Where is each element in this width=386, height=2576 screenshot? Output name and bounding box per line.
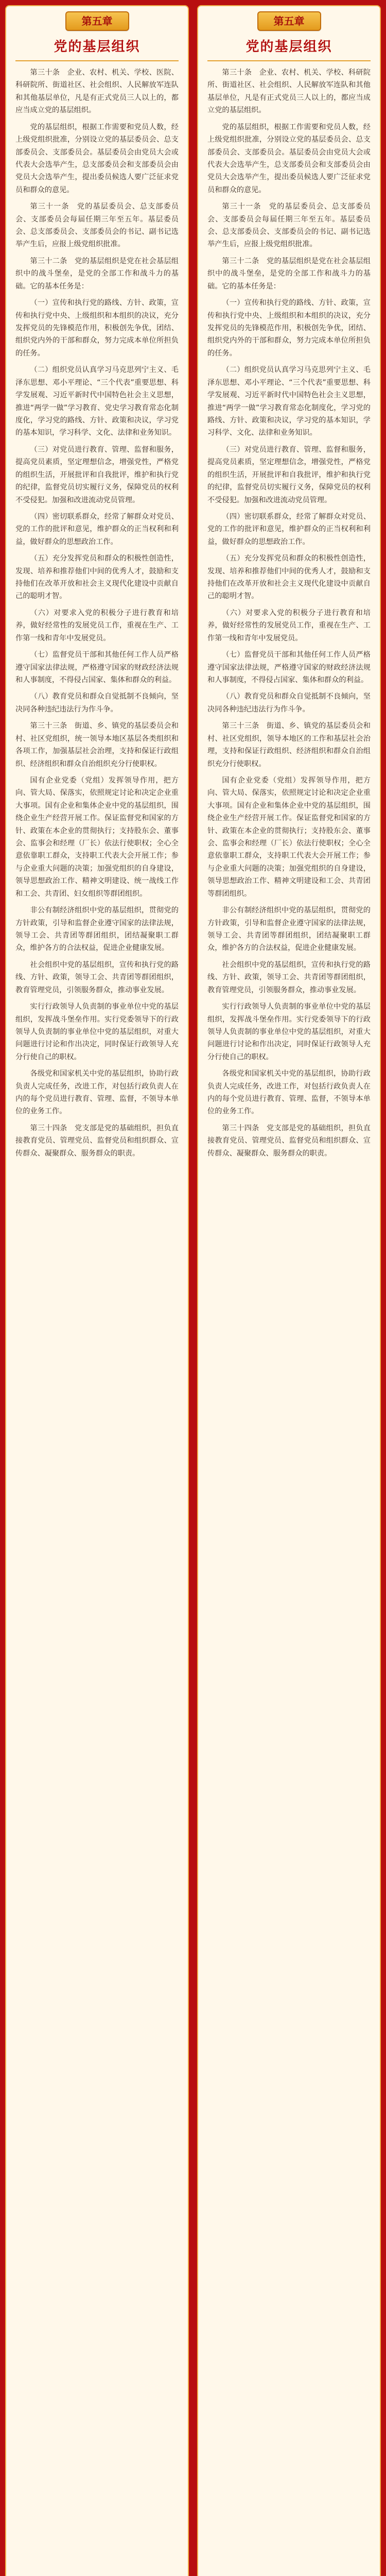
task-item-1: （一）宣传和执行党的路线、方针、政策，宣传和执行党中央、上级组织和本组织的决议，充分发挥党员的先锋模范作用，积极创先争优，团结、组织党内外的干部和群众，努力完成本单位所担负的任务。 (15, 299, 179, 358)
title-separator (15, 60, 179, 61)
task-item-4: （四）密切联系群众，经常了解群众对党员、党的工作的批评和意见，维护群众的正当权利和利益，做好群众的思想政治工作。 (15, 512, 179, 546)
paragraph: 社会组织中党的基层组织，宣传和执行党的路线、方针、政策，领导工会、共青团等群团组织，教育管理党员，引领服务群众，推动事业发展。 (207, 960, 371, 994)
paragraph: 国有企业党委（党组）发挥领导作用，把方向、管大局、保落实，依照规定讨论和决定企业重大事项。国有企业和集体企业中党的基层组织，围绕企业生产经营开展工作。保证监督党和国家的方针、政策在本企业的贯彻执行；支持股东会、董事会、监事会和经理（厂长）依法行使职权；全心全意依靠职工群众，支持职工代表大会开展工作；参与企业重大问题的决策；加强党组织的自身建设，领导思想政治工作、精神文明建设和工会、共青团等群团组织。 (207, 776, 371, 898)
task-item-2: （二）组织党员认真学习马克思列宁主义、毛泽东思想、邓小平理论、“三个代表”重要思想、科学发展观、习近平新时代中国特色社会主义思想，推进“两学一做”学习教育、党史学习教育常态化制度化，学习党的路线、方针、政策和决议，学习党的基本知识，学习科学、文化、法律和业务知识。 (15, 366, 179, 437)
paragraph: 非公有制经济组织中党的基层组织，贯彻党的方针政策，引导和监督企业遵守国家的法律法规，领导工会、共青团等群团组织，团结凝聚职工群众，维护各方的合法权益，促进企业健康发展。 (15, 906, 179, 953)
task-item-3: （三）对党员进行教育、管理、监督和服务，提高党员素质，坚定理想信念，增强党性，严格党的组织生活，开展批评和自我批评，维护和执行党的纪律，监督党员切实履行义务，保障党员的权利不受侵犯。加强和改进流动党员管理。 (15, 445, 179, 504)
task-item-8: （八）教育党员和群众自觉抵制不良倾向，坚决同各种违纪违法行为作斗争。 (15, 692, 179, 714)
chapter-banner: 第五章 (257, 11, 321, 31)
paragraph: 党的基层组织，根据工作需要和党员人数，经上级党组织批准，分别设立党的基层委员会、总支部委员会、支部委员会。基层委员会由党员大会或代表大会选举产生，总支部委员会和支部委员会由党员大会选举产生，提出委员候选人要广泛征求党员和群众的意见。 (15, 123, 179, 194)
article-31: 第三十一条 党的基层委员会、总支部委员会、支部委员会每届任期三年至五年。基层委员会、总支部委员会、支部委员会的书记、副书记选举产生后，应报上级党组织批准。 (15, 202, 179, 249)
left-column (5, 5, 189, 2576)
paragraph: 党的基层组织，根据工作需要和党员人数，经上级党组织批准，分别设立党的基层委员会、总支部委员会、支部委员会。基层委员会由党员大会或代表大会选举产生，总支部委员会和支部委员会由党员大会选举产生，提出委员候选人要广泛征求党员和群众的意见。 (207, 123, 371, 194)
title-separator (207, 60, 371, 61)
chapter-title: 党的基层组织 (245, 39, 332, 55)
task-item-7: （七）监督党员干部和其他任何工作人员严格遵守国家法律法规，严格遵守国家的财政经济法规和人事制度，不得侵占国家、集体和群众的利益。 (207, 651, 371, 684)
article-30: 第三十条 企业、农村、机关、学校、科研院所、街道社区、社会组织、人民解放军连队和其他基层单位，凡是有正式党员三人以上的，都应当成立党的基层组织。 (207, 69, 371, 115)
article-31: 第三十一条 党的基层委员会、总支部委员会、支部委员会每届任期三年至五年。基层委员会、总支部委员会、支部委员会的书记、副书记选举产生后，应报上级党组织批准。 (207, 202, 371, 249)
article-34: 第三十四条 党支部是党的基础组织，担负直接教育党员、管理党员、监督党员和组织群众、宣传群众、凝聚群众、服务群众的职责。 (15, 1124, 179, 1158)
paragraph: 国有企业党委（党组）发挥领导作用，把方向、管大局、保落实，依照规定讨论和决定企业重大事项。国有企业和集体企业中党的基层组织，围绕企业生产经营开展工作。保证监督党和国家的方针、政策在本企业的贯彻执行；支持股东会、董事会、监事会和经理（厂长）依法行使职权；全心全意依靠职工群众，支持职工代表大会开展工作；参与企业重大问题的决策；加强党组织的自身建设，领导思想政治工作、精神文明建设、统一战线工作和工会、共青团、妇女组织等群团组织。 (15, 776, 179, 898)
task-item-5: （五）充分发挥党员和群众的积极性创造性，发现、培养和推荐他们中间的优秀人才，鼓励和支持他们在改革开放和社会主义现代化建设中贡献自己的聪明才智。 (207, 554, 371, 601)
paragraph: 各级党和国家机关中党的基层组织，协助行政负责人完成任务，改进工作，对包括行政负责人在内的每个党员进行教育、管理、监督，不领导本单位的业务工作。 (15, 1070, 179, 1116)
paragraph: 实行行政领导人负责制的事业单位中党的基层组织，发挥战斗堡垒作用。实行党委领导下的行政领导人负责制的事业单位中党的基层组织，对重大问题进行讨论和作出决定，同时保证行政领导人充分行使自己的职权。 (207, 1003, 371, 1061)
task-item-6: （六）对要求入党的积极分子进行教育和培养，做好经常性的发展党员工作，重视在生产、工作第一线和青年中发展党员。 (207, 608, 371, 642)
paragraph: 非公有制经济组织中党的基层组织，贯彻党的方针政策，引导和监督企业遵守国家的法律法规，领导工会、共青团等群团组织，团结凝聚职工群众，维护各方的合法权益，促进企业健康发展。 (207, 906, 371, 953)
article-32: 第三十二条 党的基层组织是党在社会基层组织中的战斗堡垒，是党的全部工作和战斗力的基础。它的基本任务是： (207, 257, 371, 291)
paragraph: 实行行政领导人负责制的事业单位中党的基层组织，发挥战斗堡垒作用。实行党委领导下的行政领导人负责制的事业单位中党的基层组织，对重大问题进行讨论和作出决定，同时保证行政领导人充分行使自己的职权。 (15, 1003, 179, 1061)
right-column (197, 5, 381, 2576)
task-item-5: （五）充分发挥党员和群众的积极性创造性，发现、培养和推荐他们中间的优秀人才，鼓励和支持他们在改革开放和社会主义现代化建设中贡献自己的聪明才智。 (15, 554, 179, 601)
article-32: 第三十二条 党的基层组织是党在社会基层组织中的战斗堡垒，是党的全部工作和战斗力的基础。它的基本任务是： (15, 257, 179, 291)
task-item-1: （一）宣传和执行党的路线、方针、政策，宣传和执行党中央、上级组织和本组织的决议，充分发挥党员的先锋模范作用，积极创先争优，团结、组织党内外的干部和群众，努力完成本单位所担负的任务。 (207, 299, 371, 358)
paragraph: 各级党和国家机关中党的基层组织，协助行政负责人完成任务，改进工作，对包括行政负责人在内的每个党员进行教育、管理、监督，不领导本单位的业务工作。 (207, 1070, 371, 1116)
task-item-7: （七）监督党员干部和其他任何工作人员严格遵守国家法律法规，严格遵守国家的财政经济法规和人事制度，不得侵占国家、集体和群众的利益。 (15, 651, 179, 684)
task-item-2: （二）组织党员认真学习马克思列宁主义、毛泽东思想、邓小平理论、“三个代表”重要思想、科学发展观、习近平新时代中国特色社会主义思想，推进“两学一做”学习教育常态化制度化，学习党的路线、方针、政策和决议，学习党的基本知识，学习科学、文化、法律和业务知识。 (207, 366, 371, 437)
article-33: 第三十三条 街道、乡、镇党的基层委员会和村、社区党组织，统一领导本地区基层各类组织和各项工作，加强基层社会治理，支持和保证行政组织、经济组织和群众自治组织充分行使职权。 (15, 722, 179, 768)
task-item-6: （六）对要求入党的积极分子进行教育和培养，做好经常性的发展党员工作，重视在生产、工作第一线和青年中发展党员。 (15, 608, 179, 642)
article-33: 第三十三条 街道、乡、镇党的基层委员会和村、社区党组织，领导本地区的工作和基层社会治理，支持和保证行政组织、经济组织和群众自治组织充分行使职权。 (207, 722, 371, 768)
task-item-4: （四）密切联系群众，经常了解群众对党员、党的工作的批评和意见，维护群众的正当权利和利益，做好群众的思想政治工作。 (207, 512, 371, 546)
paragraph: 社会组织中党的基层组织，宣传和执行党的路线、方针、政策，领导工会、共青团等群团组织，教育管理党员，引领服务群众，推动事业发展。 (15, 960, 179, 994)
task-item-3: （三）对党员进行教育、管理、监督和服务，提高党员素质，坚定理想信念，增强党性，严格党的组织生活，开展批评和自我批评，维护和执行党的纪律，监督党员切实履行义务，保障党员的权利不受侵犯。加强和改进流动党员管理。 (207, 445, 371, 504)
article-30: 第三十条 企业、农村、机关、学校、医院、科研院所、街道社区、社会组织、人民解放军连队和其他基层单位，凡是有正式党员三人以上的，都应当成立党的基层组织。 (15, 69, 179, 115)
article-34: 第三十四条 党支部是党的基础组织，担负直接教育党员、管理党员、监督党员和组织群众、宣传群众、凝聚群众、服务群众的职责。 (207, 1124, 371, 1158)
task-item-8: （八）教育党员和群众自觉抵制不良倾向，坚决同各种违纪违法行为作斗争。 (207, 692, 371, 714)
chapter-banner: 第五章 (65, 11, 129, 31)
chapter-title: 党的基层组织 (54, 39, 141, 55)
